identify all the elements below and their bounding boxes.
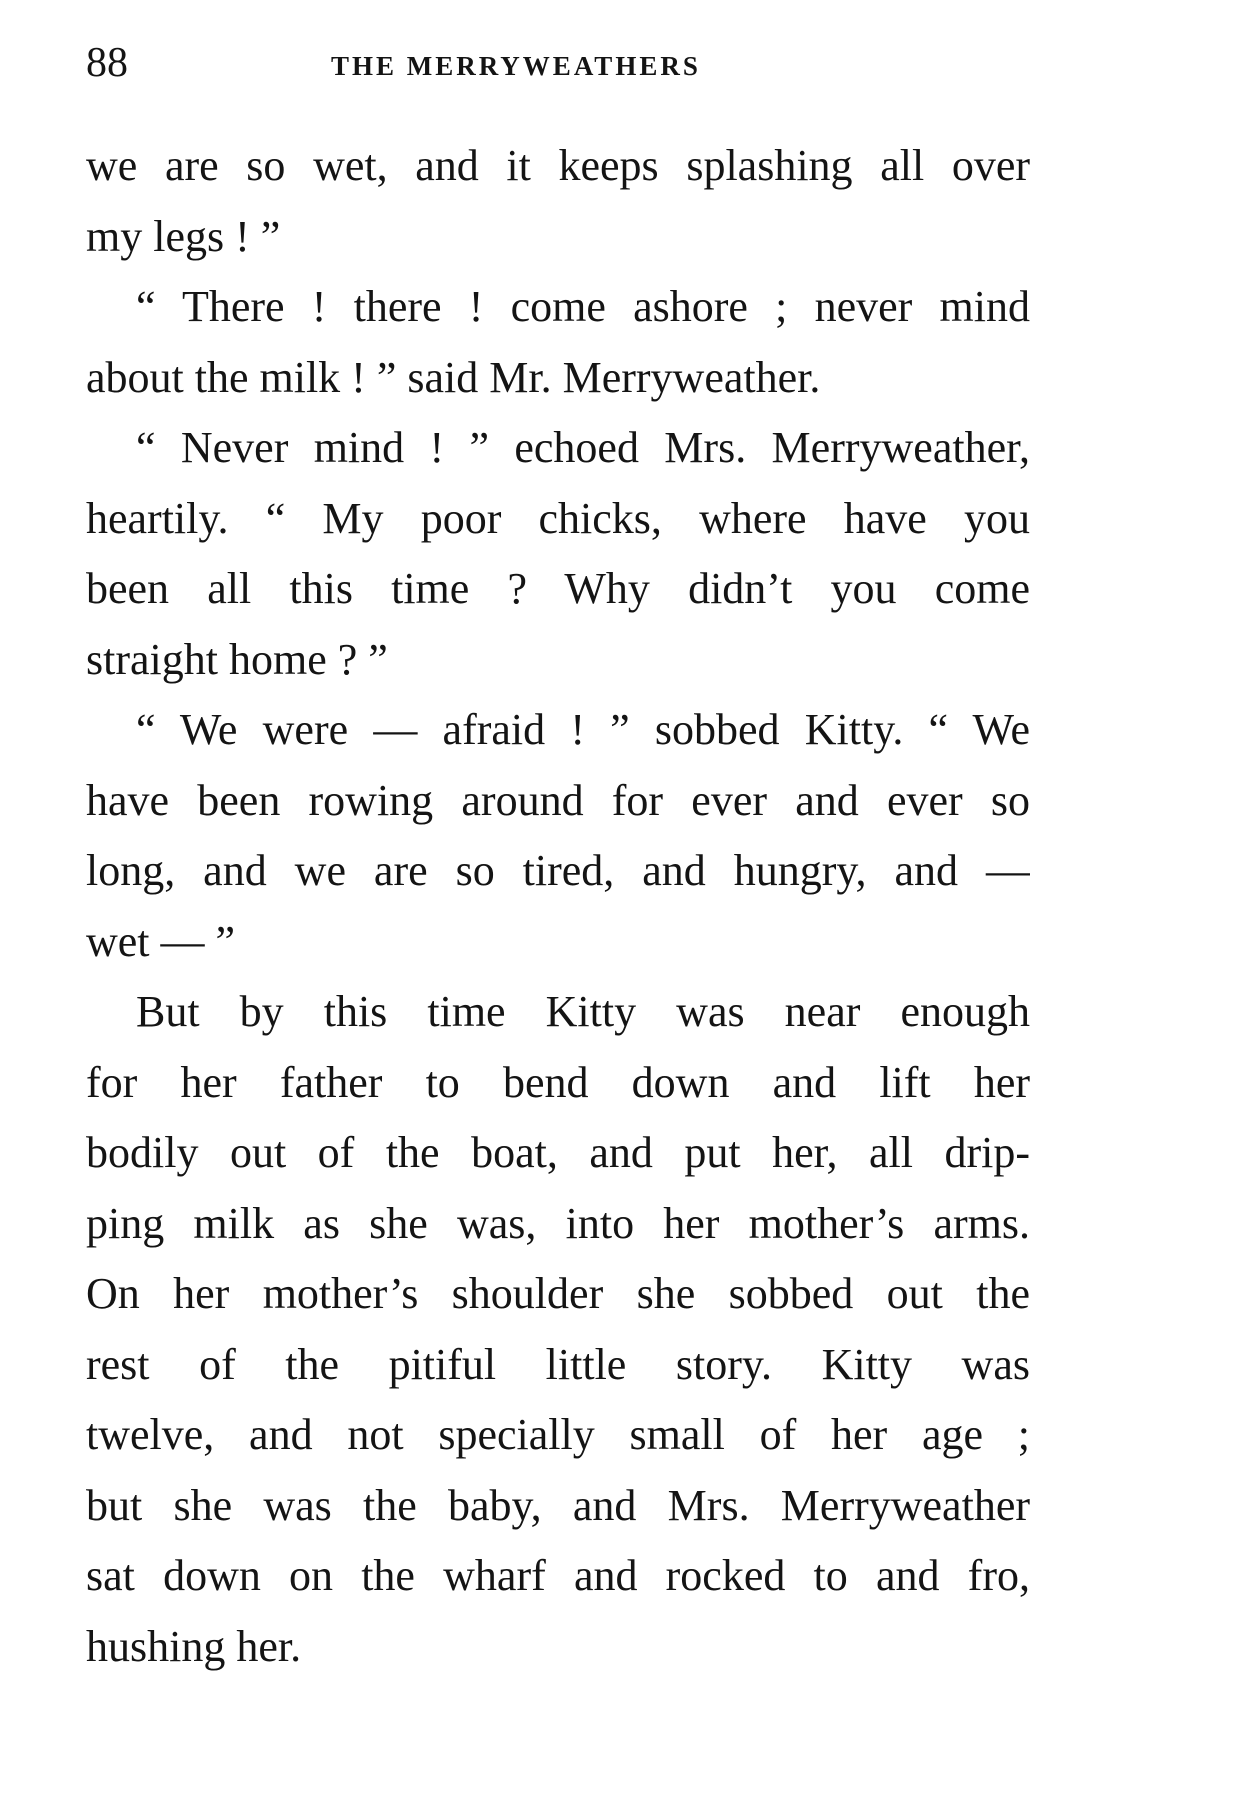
text-line: “ Never mind ! ” echoed Mrs. Merryweather,: [136, 423, 1030, 472]
body-text: [86, 131, 1030, 1682]
text-line: heartily. “ My poor chicks, where have you: [86, 493, 1030, 543]
text-line: sat down on the wharf and rocked to and fro,: [86, 1551, 1030, 1600]
text-line: straight home ? ”: [86, 634, 388, 684]
text-line: bodily out of the boat, and put her, all drip-: [86, 1128, 1030, 1177]
text-line: my legs ! ”: [86, 211, 281, 261]
text-line: have been rowing around for ever and ever so: [86, 775, 1030, 825]
text-line: ping milk as she was, into her mother’s arms.: [86, 1198, 1030, 1248]
text-line: we are so wet, and it keeps splashing all over: [86, 141, 1030, 190]
text-line: But by this time Kitty was near enough: [136, 987, 1030, 1036]
text-line: “ There ! there ! come ashore ; never mind: [136, 282, 1030, 331]
text-line: “ We were — afraid ! ” sobbed Kitty. “ We: [136, 705, 1030, 754]
text-line: been all this time ? Why didn’t you come: [86, 564, 1030, 613]
text-line: wet — ”: [86, 916, 236, 966]
text-line: hushing her.: [86, 1621, 302, 1671]
text-line: about the milk ! ” said Mr. Merryweather.: [86, 352, 821, 402]
text-line: for her father to bend down and lift her: [86, 1057, 1030, 1107]
running-head: [86, 38, 1036, 88]
text-line: On her mother’s shoulder she sobbed out the: [86, 1269, 1030, 1318]
text-line: long, and we are so tired, and hungry, and —: [86, 846, 1030, 895]
text-line: twelve, and not specially small of her age ;: [86, 1410, 1030, 1459]
text-line: but she was the baby, and Mrs. Merryweather: [86, 1480, 1030, 1530]
running-title: THE MERRYWEATHERS: [331, 51, 701, 81]
text-line: rest of the pitiful little story. Kitty was: [86, 1339, 1030, 1389]
page-number: 88: [86, 40, 128, 86]
